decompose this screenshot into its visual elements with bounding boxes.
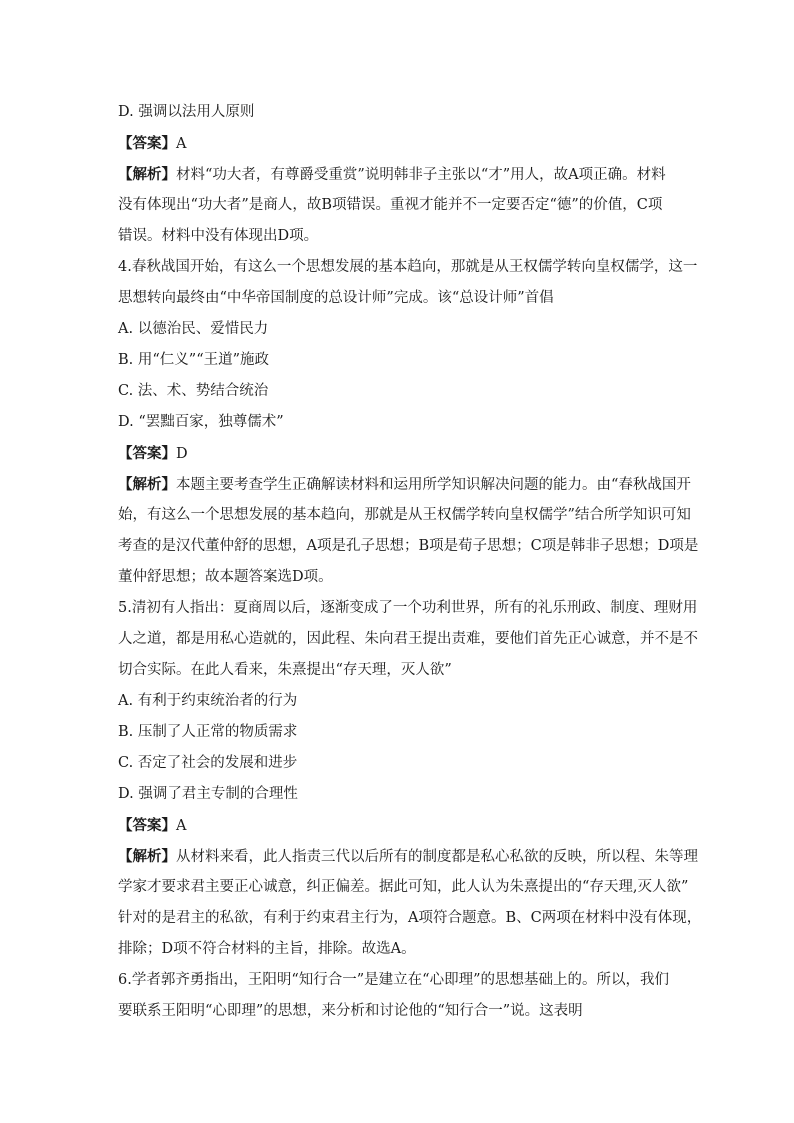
line-text: 始，有这么一个思想发展的基本趋向，那就是从王权儒学转向皇权儒学”结合所学知识可知 bbox=[118, 507, 691, 523]
answer-block bbox=[118, 810, 678, 841]
line-text: 5.清初有人指出：夏商周以后，逐渐变成了一个功利世界，所有的礼乐刑政、制度、理财用 bbox=[118, 600, 698, 616]
text-line bbox=[118, 283, 678, 314]
line-text: 没有体现出“功大者”是商人，故B项错误。重视才能并不一定要否定“德”的价值，C项 bbox=[118, 197, 663, 213]
line-text: 切合实际。在此人看来，朱熹提出“存天理，灭人欲” bbox=[118, 662, 452, 678]
line-text: A bbox=[176, 818, 187, 834]
option-item bbox=[118, 345, 678, 376]
line-text: 学家才要求君主要正心诚意，纠正偏差。据此可知，此人认为朱熹提出的“存天理,灭人欲” bbox=[118, 879, 689, 895]
line-text: B. 用“仁义”“王道”施政 bbox=[118, 352, 270, 368]
line-text: A. 以德治民、爱惜民力 bbox=[118, 321, 269, 337]
text-line bbox=[118, 345, 678, 376]
option-item bbox=[118, 717, 678, 748]
line-text: A. 有利于约束统治者的行为 bbox=[118, 693, 298, 709]
option-item bbox=[118, 779, 678, 810]
text-line bbox=[118, 593, 698, 624]
text-line bbox=[118, 97, 678, 128]
text-line bbox=[118, 407, 678, 438]
answer-label: 【答案】 bbox=[118, 445, 176, 462]
option-item bbox=[118, 314, 678, 345]
option-item bbox=[118, 686, 678, 717]
text-line bbox=[118, 996, 678, 1027]
text-line bbox=[118, 686, 678, 717]
text-line bbox=[118, 841, 698, 872]
text-line bbox=[118, 500, 691, 531]
text-line bbox=[118, 748, 678, 779]
text-line bbox=[118, 934, 678, 965]
line-text: 董仲舒思想；故本题答案选D项。 bbox=[118, 569, 333, 585]
text-line bbox=[118, 903, 702, 934]
analysis-label: 【解析】 bbox=[118, 848, 176, 865]
question-stem bbox=[118, 252, 698, 314]
line-text: 思想转向最终由“中华帝国制度的总设计师”完成。该“总设计师”首倡 bbox=[118, 290, 554, 306]
line-text: D. “罢黜百家，独尊儒术” bbox=[118, 414, 284, 430]
text-line bbox=[118, 190, 678, 221]
analysis-label: 【解析】 bbox=[118, 166, 176, 183]
line-text: 从材料来看，此人指责三代以后所有的制度都是私心私欲的反映，所以程、朱等理 bbox=[176, 849, 698, 865]
text-line bbox=[118, 562, 678, 593]
option-item bbox=[118, 376, 678, 407]
line-text: 材料“功大者，有尊爵受重赏”说明韩非子主张以“才”用人，故A项正确。材料 bbox=[176, 167, 666, 183]
text-line bbox=[118, 624, 698, 655]
line-text: D. 强调了君主专制的合理性 bbox=[118, 786, 298, 802]
option-item bbox=[118, 407, 678, 438]
text-line bbox=[118, 314, 678, 345]
answer-label: 【答案】 bbox=[118, 135, 176, 152]
text-line bbox=[118, 872, 689, 903]
line-text: 4.春秋战国开始，有这么一个思想发展的基本趋向，那就是从王权儒学转向皇权儒学，这一 bbox=[118, 259, 698, 275]
option-item bbox=[118, 748, 678, 779]
text-line bbox=[118, 438, 678, 469]
line-text: D. 强调以法用人原则 bbox=[118, 104, 255, 120]
text-line bbox=[118, 655, 678, 686]
text-line bbox=[118, 469, 691, 500]
option-item bbox=[118, 97, 678, 128]
text-line bbox=[118, 965, 678, 996]
text-line bbox=[118, 717, 678, 748]
document-content bbox=[118, 97, 702, 1027]
text-line bbox=[118, 221, 678, 252]
text-line bbox=[118, 252, 698, 283]
answer-block bbox=[118, 438, 678, 469]
analysis-block bbox=[118, 469, 699, 593]
analysis-block bbox=[118, 159, 678, 252]
text-line bbox=[118, 128, 678, 159]
analysis-block bbox=[118, 841, 702, 965]
answer-block bbox=[118, 128, 678, 159]
text-line bbox=[118, 810, 678, 841]
line-text: 针对的是君主的私欲，有利于约束君主行为，A项符合题意。B、C两项在材料中没有体现， bbox=[118, 910, 702, 926]
text-line bbox=[118, 376, 678, 407]
line-text: 考查的是汉代董仲舒的思想，A项是孔子思想；B项是荀子思想；C项是韩非子思想；D项是 bbox=[118, 538, 699, 554]
analysis-label: 【解析】 bbox=[118, 476, 176, 493]
line-text: 6.学者郭齐勇指出，王阳明“知行合一”是建立在“心即理”的思想基础上的。所以，我们 bbox=[118, 972, 669, 988]
question-stem bbox=[118, 965, 678, 1027]
line-text: C. 否定了社会的发展和进步 bbox=[118, 755, 298, 771]
text-line bbox=[118, 531, 699, 562]
question-stem bbox=[118, 593, 698, 686]
line-text: 人之道，都是用私心造就的，因此程、朱向君王提出责难，要他们首先正心诚意，并不是不 bbox=[118, 631, 698, 647]
line-text: 要联系王阳明“心即理”的思想，来分析和讨论他的“知行合一”说。这表明 bbox=[118, 1003, 583, 1019]
answer-label: 【答案】 bbox=[118, 817, 176, 834]
line-text: 排除；D项不符合材料的主旨，排除。故选A。 bbox=[118, 941, 416, 957]
line-text: 错误。材料中没有体现出D项。 bbox=[118, 228, 319, 244]
text-line bbox=[118, 159, 678, 190]
line-text: B. 压制了人正常的物质需求 bbox=[118, 724, 298, 740]
line-text: A bbox=[176, 136, 187, 152]
text-line bbox=[118, 779, 678, 810]
line-text: 本题主要考查学生正确解读材料和运用所学知识解决问题的能力。由“春秋战国开 bbox=[176, 477, 691, 493]
line-text: D bbox=[176, 446, 188, 462]
line-text: C. 法、术、势结合统治 bbox=[118, 383, 269, 399]
